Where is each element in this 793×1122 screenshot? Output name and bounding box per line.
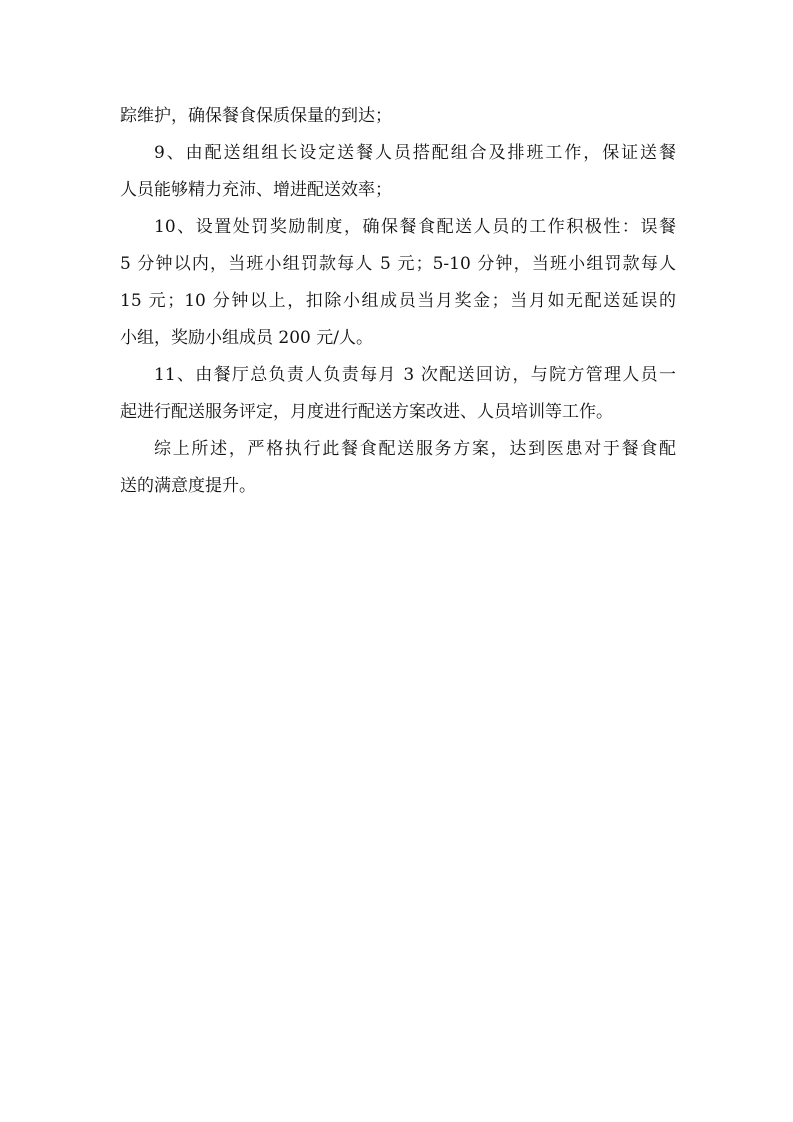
text-line: 送的满意度提升。 <box>120 476 256 496</box>
paragraph-item-11 <box>120 357 676 431</box>
text-line: 15 元；10 分钟以上，扣除小组成员当月奖金；当月如无配送延误的 <box>120 291 676 311</box>
text-line: 小组，奖励小组成员 200 元/人。 <box>120 328 373 348</box>
text-line: 踪维护，确保餐食保质保量的到达； <box>120 106 392 126</box>
text-line: 11、由餐厅总负责人负责每月 3 次配送回访，与院方管理人员一 <box>154 365 676 385</box>
text-line: 综上所述，严格执行此餐食配送服务方案，达到医患对于餐食配 <box>154 439 676 459</box>
text-line: 10、设置处罚奖励制度，确保餐食配送人员的工作积极性：误餐 <box>154 217 676 237</box>
paragraph-continuation <box>120 98 676 135</box>
text-line: 起进行配送服务评定，月度进行配送方案改进、人员培训等工作。 <box>120 402 613 422</box>
paragraph-summary <box>120 431 676 505</box>
paragraph-item-10 <box>120 209 676 357</box>
document-body <box>120 98 676 505</box>
text-line: 人员能够精力充沛、增进配送效率； <box>120 180 392 200</box>
paragraph-item-9 <box>120 135 676 209</box>
text-line: 5 分钟以内，当班小组罚款每人 5 元；5-10 分钟，当班小组罚款每人 <box>120 254 676 274</box>
text-line: 9、由配送组组长设定送餐人员搭配组合及排班工作，保证送餐 <box>154 143 676 163</box>
